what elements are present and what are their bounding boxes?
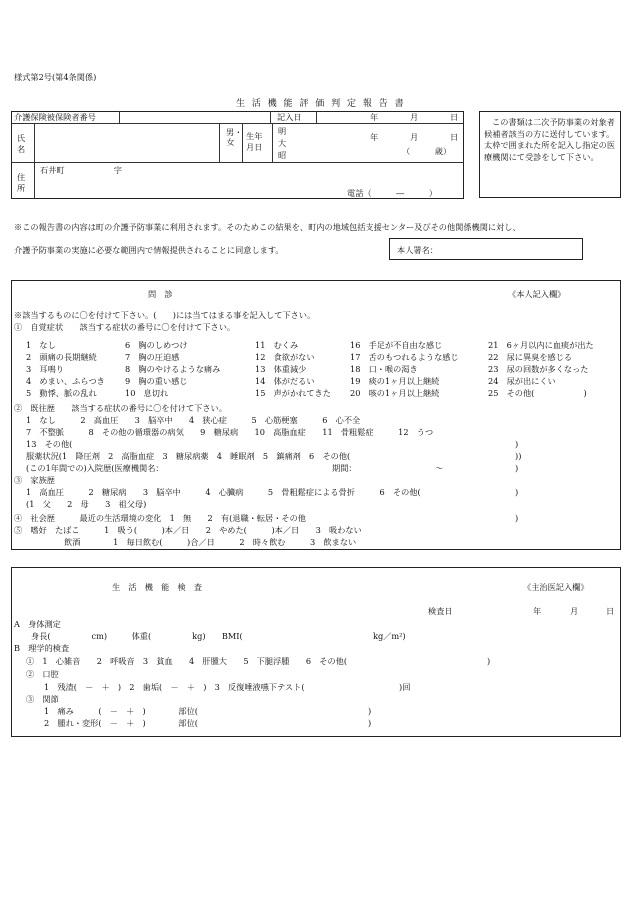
medication-line-end: )) bbox=[515, 451, 522, 461]
age-label: （ 歳） bbox=[402, 146, 452, 156]
body-measurement-heading: A 身体測定 bbox=[14, 619, 61, 629]
symptom-item[interactable]: 6 胸のしめつけ bbox=[125, 340, 188, 350]
info-table bbox=[11, 111, 464, 199]
birth-day: 日 bbox=[450, 132, 459, 142]
symptoms-heading: ① 自覚症状 該当する症状の番号に〇を付けて下さい。 bbox=[14, 322, 236, 332]
history-line-1: 1 なし 2 高血圧 3 脳卒中 4 狭心症 5 心筋梗塞 6 心不全 bbox=[26, 415, 361, 425]
symptom-item[interactable]: 3 耳鳴り bbox=[26, 364, 64, 374]
physical-exam-heading: B 理学的検査 bbox=[14, 643, 70, 653]
symptom-item[interactable]: 13 体重減少 bbox=[255, 364, 307, 374]
history-line-3-end: ) bbox=[515, 439, 519, 449]
name-label: 氏 名 bbox=[17, 133, 26, 154]
exam-month: 月 bbox=[570, 606, 579, 616]
family-line-1: 1 高血圧 2 糖尿病 3 脳卒中 4 心臓病 5 骨粗鬆症による骨折 6 その他( bbox=[26, 487, 421, 497]
symptom-item[interactable]: 18 口・喉の渇き bbox=[350, 364, 418, 374]
history-line-3: 13 その他( bbox=[26, 439, 73, 449]
symptom-item[interactable]: 4 めまい、ふらつき bbox=[26, 376, 105, 386]
medication-line: 服薬状況(1 降圧剤 2 高脂血症 3 糖尿病薬 4 睡眠剤 5 鎮痛剤 6 その他( bbox=[26, 451, 351, 461]
address-value: 石井町 字 bbox=[40, 165, 122, 175]
symptom-item[interactable]: 5 動悸、脈の乱れ bbox=[26, 388, 97, 398]
oral-heading: ② 口腔 bbox=[26, 669, 59, 679]
insured-number-label: 介護保険被保険者番号 bbox=[14, 112, 96, 122]
report-title: 生 活 機 能 評 価 判 定 報 告 書 bbox=[236, 99, 406, 109]
birth-year: 年 bbox=[370, 132, 379, 142]
joint-line-2: 2 腫れ・変形( － ＋ ) 部位( bbox=[44, 718, 198, 728]
symptom-item[interactable]: 1 なし bbox=[26, 340, 56, 350]
interview-title: 問 診 bbox=[148, 289, 173, 299]
joint-heading: ③ 関節 bbox=[26, 694, 59, 704]
oral-line: 1 残渣( － ＋ ) 2 歯垢( － ＋ ) 3 反復唾液嚥下テスト( bbox=[44, 682, 305, 692]
joint-line-1: 1 痛み ( － ＋ ) 部位( bbox=[44, 706, 198, 716]
hospitalization-line: (この1年間での)入院歴(医療機関名： bbox=[26, 463, 164, 473]
symptom-item[interactable]: 2 頭痛の長期継続 bbox=[26, 352, 97, 362]
entry-month: 月 bbox=[410, 112, 419, 122]
symptom-item[interactable]: 21 6ヶ月以内に血痰が出た bbox=[488, 340, 594, 350]
physical-exam-line-1-end: ) bbox=[487, 656, 491, 666]
exam-day: 日 bbox=[606, 606, 615, 616]
symptom-item[interactable]: 17 舌のもつれるような感じ bbox=[350, 352, 459, 362]
symptom-item[interactable]: 24 尿が出にくい bbox=[488, 376, 556, 386]
symptom-item[interactable]: 22 尿に異臭を感じる bbox=[488, 352, 573, 362]
signature-label: 本人署名： bbox=[397, 245, 438, 255]
symptom-item[interactable]: 20 咳の1ヶ月以上継続 bbox=[350, 388, 440, 398]
social-line-end: ) bbox=[515, 513, 519, 523]
symptom-item[interactable]: 16 手足が不自由な感じ bbox=[350, 340, 443, 350]
symptom-item[interactable]: 25 その他( ) bbox=[488, 388, 587, 398]
exam-date-label: 検査日 bbox=[428, 606, 453, 616]
entry-date-label: 記入日 bbox=[277, 112, 302, 122]
exam-year: 年 bbox=[533, 606, 542, 616]
hospitalization-period: 期間： bbox=[332, 463, 357, 473]
hospitalization-end: ) bbox=[515, 463, 519, 473]
form-number: 様式第2号(第4条関係) bbox=[14, 72, 97, 82]
family-heading: ③ 家族歴 bbox=[14, 475, 55, 485]
symptom-item[interactable]: 11 むくみ bbox=[255, 340, 299, 350]
era-showa: 昭 bbox=[278, 150, 287, 160]
social-line: ④ 社会歴 最近の生活環境の変化 1 無 2 有(退職・転居・その他 bbox=[14, 513, 306, 523]
history-heading: ② 既往歴 該当する症状の番号に〇を付けて下さい。 bbox=[14, 403, 227, 413]
era-taisho: 大 bbox=[278, 138, 287, 148]
symptom-item[interactable]: 14 体がだるい bbox=[255, 376, 315, 386]
joint-line-2-end: ) bbox=[368, 718, 372, 728]
exam-tag: 《主治医記入欄》 bbox=[523, 582, 589, 592]
body-measurement-end: kg／m²) bbox=[373, 631, 406, 641]
notice-text: この書類は二次予防事業の対象者候補者該当の方に送付しています。太枠で囲まれた所を記入し指定の医療機関にて受診をして下さい。 bbox=[484, 117, 616, 162]
era-meiji: 明 bbox=[278, 126, 287, 136]
symptom-item[interactable]: 8 胸のやけるような痛み bbox=[125, 364, 221, 374]
birthdate-label: 生年 月日 bbox=[246, 131, 263, 152]
family-line-2: (1 父 2 母 3 祖父母) bbox=[26, 499, 147, 509]
entry-day: 日 bbox=[450, 112, 459, 122]
entry-year: 年 bbox=[370, 112, 379, 122]
symptom-item[interactable]: 9 胸の重い感じ bbox=[125, 376, 188, 386]
symptom-item[interactable]: 19 痰の1ヶ月以上継続 bbox=[350, 376, 440, 386]
consent-line-1: ※この報告書の内容は町の介護予防事業に利用されます。そのためこの結果を、町内の地域包括支援センター及びその他関係機関に対し、 bbox=[14, 222, 521, 232]
family-line-1-end: ) bbox=[515, 487, 519, 497]
birth-month: 月 bbox=[410, 132, 419, 142]
body-measurement-line: 身長( cm) 体重( kg) BMI( bbox=[31, 631, 243, 641]
physical-exam-line-1: ① 1 心雑音 2 呼吸音 3 貧血 4 肝腫大 5 下腿浮腫 6 その他( bbox=[26, 656, 348, 666]
symptom-item[interactable]: 15 声がかれてきた bbox=[255, 388, 331, 398]
hospitalization-tilde: 〜 bbox=[435, 463, 444, 473]
interview-tag: 《本人記入欄》 bbox=[508, 289, 566, 299]
habits-line-2: 飲酒 1 毎日飲む( )合／日 2 時々飲む 3 飲まない bbox=[64, 537, 357, 547]
symptom-item[interactable]: 10 息切れ bbox=[125, 388, 169, 398]
joint-line-1-end: ) bbox=[368, 706, 372, 716]
oral-line-end: )回 bbox=[399, 682, 411, 692]
exam-title: 生 活 機 能 検 査 bbox=[112, 582, 203, 592]
consent-line-2: 介護予防事業の実施に必要な範囲内で情報提供されることに同意します。 bbox=[14, 245, 284, 255]
history-line-2: 7 不整脈 8 その他の循環器の病気 9 糖尿病 10 高脂血症 11 骨粗鬆症 12 うつ bbox=[26, 427, 434, 437]
sex-label: 男・女 bbox=[226, 127, 243, 147]
address-label: 住 所 bbox=[17, 172, 26, 193]
symptom-item[interactable]: 12 食欲がない bbox=[255, 352, 315, 362]
symptom-item[interactable]: 7 胸の圧迫感 bbox=[125, 352, 180, 362]
symptom-item[interactable]: 23 尿の回数が多くなった bbox=[488, 364, 589, 374]
phone-label: 電話（ ― ） bbox=[347, 188, 438, 198]
habits-line-1: ⑤ 嗜好 たばこ 1 吸う( )本／日 2 やめた( )本／日 3 吸わない bbox=[14, 525, 362, 535]
interview-instruction: ※該当するものに〇を付けて下さい。( )には当てはまる事を記入して下さい。 bbox=[14, 310, 316, 320]
